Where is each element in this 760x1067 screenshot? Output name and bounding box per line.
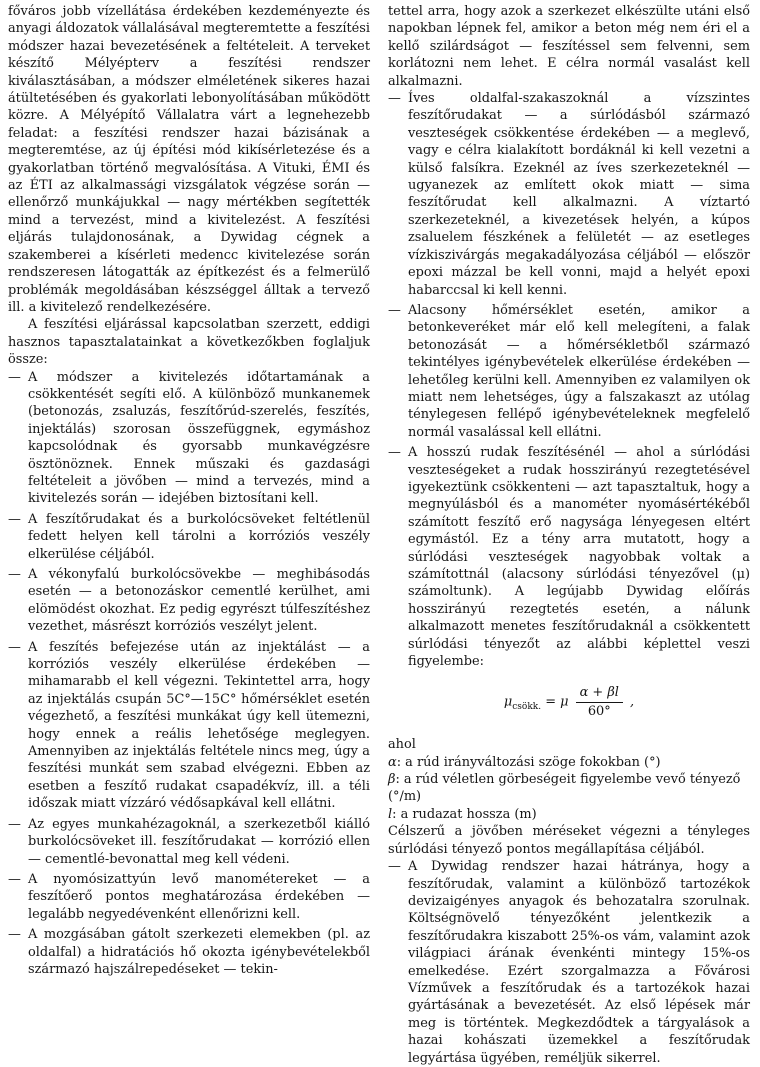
list-item: — Íves oldalfal-szakaszoknál a vízszintes feszítőrudakat — a súrlódásból származó veszteségek csökkentése érdekében — a meglevő, vagy e célra kialakított bordáknál ki kell vezetni a külső falsíkra. Ezeknél az íves szerkezeteknél — ugyanezek az említett okok miatt — sima feszítőrudat kell alkalmazni. A víztartó szerkezeteknél, a kivezetések helyén, a kúpos zsaluelem fészkének a felületét — az esetleges vízkiszivárgás megakadályozása céljából — először epoxi mázzal be kell vonni, majd a helyét epoxi habarccsal ki kell kenni. [388,90,750,299]
friction-formula [388,684,750,720]
list-item: — A módszer a kivitelezés időtartamának a csökkentését segíti elő. A különböző munkanemek (betonozás, zsaluzás, feszítőrúd-szerelés, feszítés, injektálás) szorosan összefüggnek, egymáshoz kapcsolódnak és gyorsabb munkavégzésre ösztönöznek. Ennek műszaki és gazdasági feltételeit a jövőben — mind a tervezés, mind a kivitelezés során — idejében biztosítani kell. [8,369,370,508]
list-item: — A feszítés befejezése után az injektálást — a korróziós veszély elkerülése érdekében — mihamarabb el kell végezni. Tekintettel arra, hogy az injektálás csupán 5C°—15C° hőmérséklet esetén végezhető, a feszítési munkákat úgy kell ütemezni, hogy ennek a reális lehetősége meglegyen. Amennyiben az injektálás feltétele nincs meg, úgy a feszítési munkát sem szabad elvégezni. Ebben az esetben a feszítő rudakat csapadékvíz, ill. a téli időszak miatt vízzáró védősapkával kell ellátni. [8,639,370,813]
final-list [388,858,750,1067]
right-column [388,3,750,1066]
symbol-name: l [388,806,393,822]
formula-lhs-subscript: csökk. [512,702,542,713]
symbol-name: β [388,772,396,788]
formula-denominator: 60° [587,703,611,719]
list-item: — A feszítőrudakat és a burkolócsöveket feltétlenül fedett helyen kell tárolni a korróziós veszély elkerülése céljából. [8,511,370,563]
list-item: — A hosszú rudak feszítésénél — ahol a súrlódási veszteségeket a rudak hosszirányú rezegtetésével igyekeztünk csökkenteni — azt tapasztaltuk, hogy a megnyúlásból és a manométer nyomásértékéből számított feszítő erő nagysága lényegesen eltért egymástól. Ez a tény arra mutatott, hogy a súrlódási veszteségek nagyobbak voltak a számítottnál (alacsony súrlódási tényezővel (μ) számoltunk). A legújabb Dywidag előírás hosszirányú rezegtetés esetén, a nálunk alkalmazott menetes feszítőrudaknál a csökkentett súrlódási tényezőt az alábbi képlettel veszi figyelembe: [388,444,750,670]
list-item: — A Dywidag rendszer hazai hátránya, hogy a feszítőrudak, valamint a különböző tartozékok devizaigényes anyagok és behozatalra szorulnak. Költségnövelő tényezőként jelentkezik a feszítőrudakra kiszabott 25%-os vám, valamint azok világpiaci árának évenkénti mintegy 15%-os emelkedése. Ezért szorgalmazza a Fővárosi Vízművek a feszítőrudak és a tartozékok hazai gyártásának a bevezetését. Az első lépések már meg is történtek. Megkezdődtek a tárgyalások a hazai kohászati üzemekkel a feszítőrudak legyártása ügyében, reméljük sikerrel. [388,858,750,1067]
left-column [8,3,370,987]
where-label: ahol [388,737,416,753]
list-item: — A nyomósizattyún levő manométereket — a feszítőerő pontos meghatározása érdekében — legalább negyedévenként ellenőrizni kell. [8,871,370,923]
measurement-recommendation: Célszerű a jövőben méréseket végezni a tényleges súrlódási tényező pontos megállapítása céljából. [388,824,750,857]
list-item: — Az egyes munkahézagoknál, a szerkezetből kiálló burkolócsöveket ill. feszítőrudakat — korrózió ellen — cementlé-bevonattal meg kell védeni. [8,816,370,868]
symbol-definition [388,806,750,823]
experience-list-continued [388,90,750,670]
symbol-text: : a rúd véletlen görbeségeit figyelembe vevő tényező (°/m) [388,772,741,805]
intro-paragraph: főváros jobb vízellátása érdekében kezdeményezte és anyagi áldozatok vállalásával megteremtette a feszítési módszer hazai bevezetésének a feltételeit. A terveket készítő Mélyépterv a feszítési rendszer kiválasztásában, a módszer elméletének sikeres hazai átültetésében és gyakorlati lebonyolításában működött közre. A Mélyépítő Vállalatra várt a legnehezebb feladat: a feszítési rendszer hazai bázisának a megteremtése, az új építési mód kikísérletezése és a gyakorlatban történő megvalósítása. A Vituki, ÉMI és az ÉTI az alkalmassági vizsgálatok végzése során — ellenőrző munkájukkal — nagy mértékben segítették mind a tervezést, mind a kivitelezést. A feszítési eljárás tulajdonosának, a Dywidag cégnek a szakemberei a kísérleti medencc kivitelezése során rendszeresen látogatták az építkezést és a felmerülő problémák megoldásában készséggel álltak a tervező ill. a kivitelező rendelkezésére. [8,4,370,315]
formula-lhs: μ [503,694,513,710]
symbol-name: α [388,754,397,770]
continued-paragraph: tettel arra, hogy azok a szerkezet elkészülte utáni első napokban lépnek fel, amikor a beton még nem éri el a kellő szilárdságot — feszítéssel sem felvenni, sem korlátozni nem lehet. E célra normál vasalást kell alkalmazni. [388,4,750,89]
symbol-text: : a rudazat hossza (m) [392,806,537,822]
symbol-definition [388,754,750,771]
formula-numerator: α + βl [576,684,623,702]
list-item: — A mozgásában gátolt szerkezeti elemekben (pl. az oldalfal) a hidratációs hő okozta igénybevételekből származó hajszálrepedéseket — tekin- [8,926,370,978]
list-item: — A vékonyfalú burkolócsövekbe — meghibásodás esetén — a betonozáskor cementlé kerülhet, ami elömödést okozhat. Ez pedig egyrészt túlfeszítéshez vezethet, másrészt korróziós veszélyt jelent. [8,566,370,636]
symbol-definitions [388,736,750,823]
experience-list [8,369,370,979]
symbol-definition [388,771,750,806]
list-item: — Alacsony hőmérséklet esetén, amikor a betonkeveréket már elő kell melegíteni, a falak betonozását — a hőmérsékletből származó tekintélyes igénybevételek elkerülése érdekében — lehetőleg kerülni kell. Amennyiben ez valamilyen ok miatt nem lehetséges, úgy a falszakaszt az utólag ténylegesen fellépő igénybevételeknek megfelelő normál vasalással kell ellátni. [388,302,750,441]
symbol-text: : a rúd irányváltozási szöge fokokban (°) [396,754,661,770]
formula-equals: = μ [545,694,569,710]
summary-lead-paragraph: A feszítési eljárással kapcsolatban szerzett, eddigi hasznos tapasztalatainkat a következőkben foglaljuk össze: [8,317,370,368]
formula-tail: , [630,694,635,710]
formula-fraction [576,684,623,720]
